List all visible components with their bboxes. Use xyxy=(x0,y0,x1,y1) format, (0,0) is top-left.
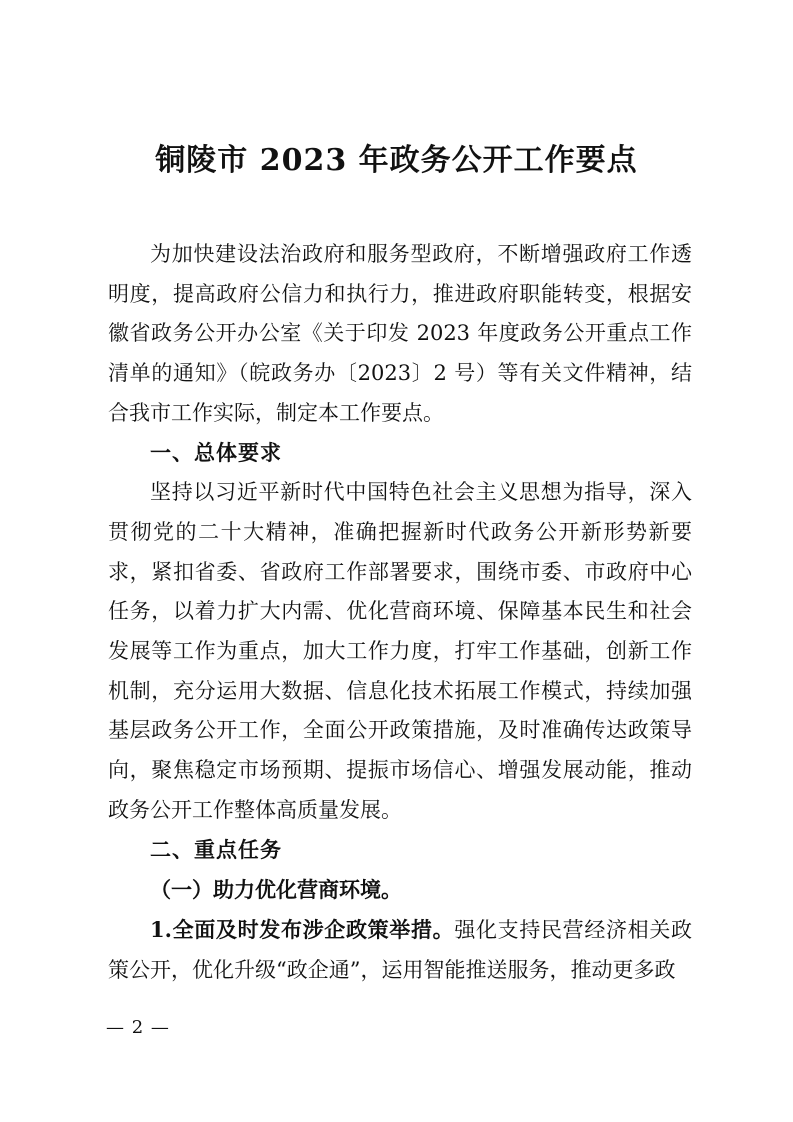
section-heading-general-requirements: 一、总体要求 xyxy=(150,440,282,465)
page-number: — 2 — xyxy=(106,1017,170,1038)
task-item-1-lead: 1.全面及时发布涉企政策举措。 xyxy=(150,916,455,942)
section-heading-key-tasks: 二、重点任务 xyxy=(150,837,282,862)
task-item-1-text: 强化支持民营经济相关政策公开，优化升级“政企通”，运用智能推送服务，推动更多政 xyxy=(108,917,693,982)
task-item-1-paragraph xyxy=(108,910,692,990)
general-requirements-paragraph: 坚持以习近平新时代中国特色社会主义思想为指导，深入贯彻党的二十大精神，准确把握新时代政务公开新形势新要求，紧扣省委、省政府工作部署要求，围绕市委、市政府中心任务，以着力扩大内需、优化营商环境、保障基本民生和社会发展等工作为重点，加大工作力度，打牢工作基础，创新工作机制，充分运用大数据、信息化技术拓展工作模式，持续加强基层政务公开工作，全面公开政策措施，及时准确传达政策导向，聚焦稳定市场预期、提振市场信心、增强发展动能，推动政务公开工作整体高质量发展。 xyxy=(108,480,692,822)
page-title: 铜陵市 2023 年政务公开工作要点 xyxy=(155,143,638,178)
document-body xyxy=(108,235,692,990)
intro-paragraph: 为加快建设法治政府和服务型政府，不断增强政府工作透明度，提高政府公信力和执行力，推进政府职能转变，根据安徽省政务公开办公室《关于印发 2023 年度政务公开重点工作清单的通知》（皖政务办〔2023〕2 号）等有关文件精神，结合我市工作实际，制定本工作要点。 xyxy=(108,242,692,425)
subsection-heading-business-environment: （一）助力优化营商环境。 xyxy=(150,877,402,903)
